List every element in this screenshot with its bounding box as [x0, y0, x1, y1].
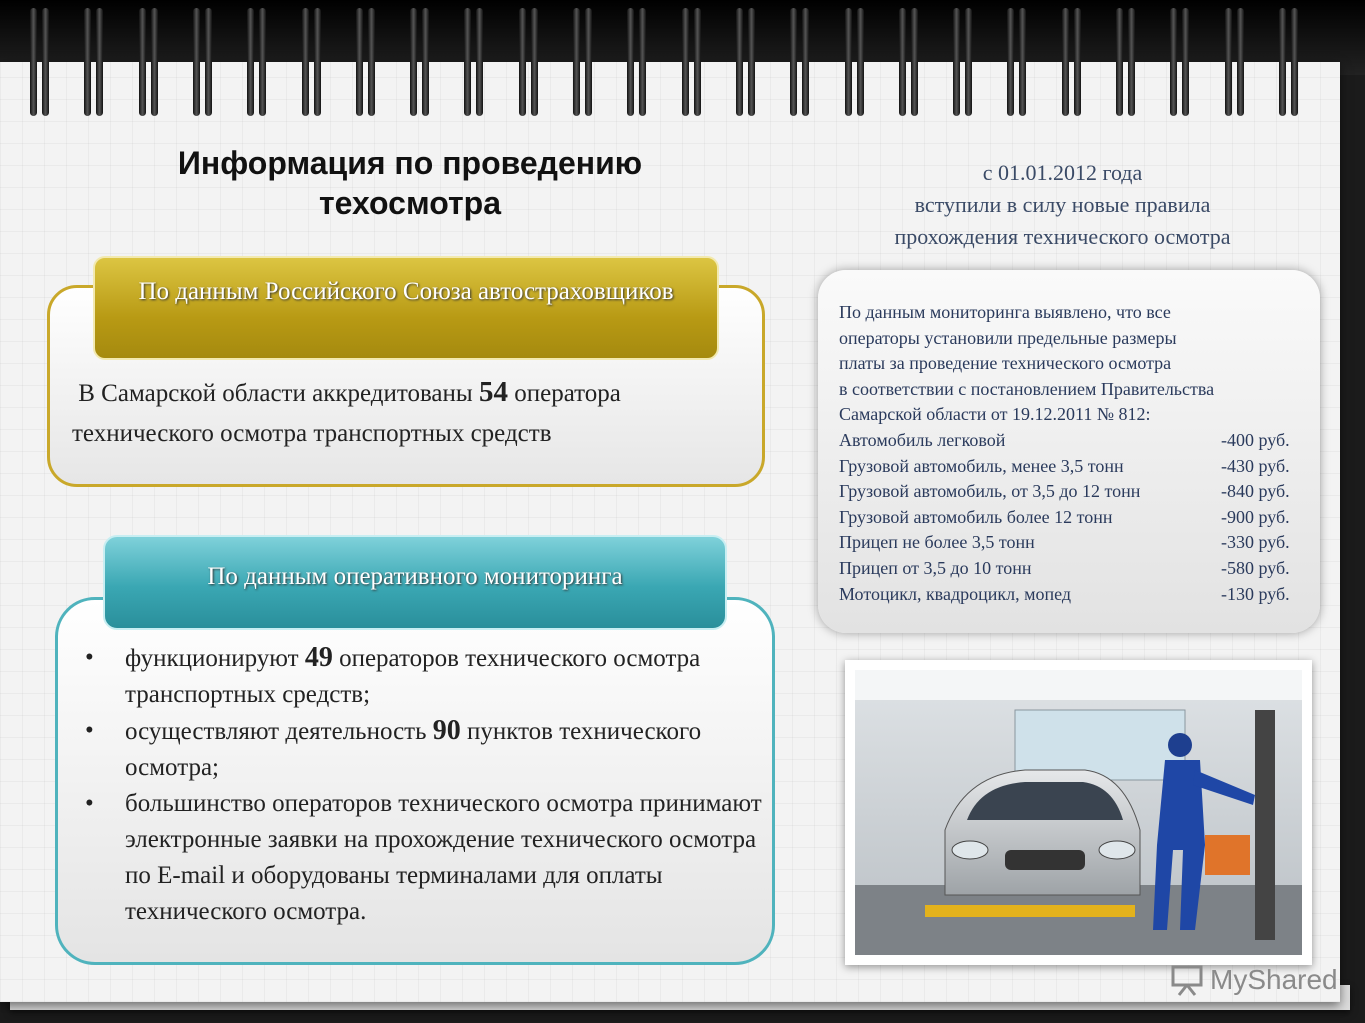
equipment-stand [1255, 710, 1275, 940]
bullet-text: операторов технического осмотра транспортных средств; [125, 645, 701, 708]
prices-intro-line: в соответствии с постановлением Правительства [839, 378, 1215, 399]
car [945, 770, 1140, 895]
bullet-text: пунктов технического осмотра; [125, 718, 702, 781]
ceiling-lights [855, 670, 1302, 700]
spiral-ring [356, 8, 378, 116]
spiral-ring [845, 8, 867, 116]
spiral-ring [899, 8, 921, 116]
price-row [839, 582, 1320, 608]
spiral-ring [410, 8, 432, 116]
spiral-binding [30, 8, 1340, 118]
spiral-ring [1062, 8, 1084, 116]
spiral-ring [953, 8, 975, 116]
list-item [85, 786, 765, 930]
spiral-ring [1007, 8, 1029, 116]
prices-intro-line: Самарской области от 19.12.2011 № 812: [839, 404, 1151, 425]
prices-intro-line: По данным мониторинга выявлено, что все [839, 302, 1171, 322]
vehicle-type: Прицеп от 3,5 до 10 тонн [839, 557, 1032, 578]
spiral-ring [519, 8, 541, 116]
price-row [839, 479, 1320, 505]
bullet-number: 49 [304, 642, 333, 673]
inspection-photo [855, 670, 1302, 955]
diagnostic-device [1205, 835, 1250, 875]
spiral-ring [247, 8, 269, 116]
spiral-ring [1116, 8, 1138, 116]
price-row [839, 556, 1320, 582]
price-value: -130 руб. [1221, 583, 1290, 604]
list-item [85, 713, 765, 786]
vehicle-type: Грузовой автомобиль более 12 тонн [839, 506, 1113, 527]
bullet-text: большинство операторов технического осмотра принимают электронные заявки на прохождение технического осмотра по E-mail и оборудованы терминалами для оплаты технического осмотра. [125, 790, 762, 925]
spiral-ring [193, 8, 215, 116]
intro-line: вступили в силу новые правила [914, 192, 1211, 217]
bullet-text: функционируют [125, 645, 305, 672]
bullet-number: 90 [432, 715, 461, 746]
price-value: -840 руб. [1221, 481, 1290, 502]
prices-intro-line: операторы установили предельные размеры [839, 327, 1177, 348]
accreditation-text-after: оператора технического осмотра транспортных средств [72, 380, 621, 447]
spiral-ring [464, 8, 486, 116]
price-value: -430 руб. [1221, 455, 1290, 476]
vehicle-type: Прицеп не более 3,5 тонн [839, 532, 1035, 553]
intro-text [840, 157, 1285, 253]
spiral-ring [1170, 8, 1192, 116]
accreditation-text-before: В Самарской области аккредитованы [78, 380, 479, 407]
spiral-ring [139, 8, 161, 116]
prices-panel [818, 270, 1320, 633]
monitoring-header: По данным оперативного мониторинга [103, 535, 727, 630]
yellow-rails [925, 905, 1135, 917]
spiral-ring [790, 8, 812, 116]
price-row [839, 505, 1320, 531]
watermark [1170, 960, 1340, 1000]
spiral-ring [627, 8, 649, 116]
operators-count: 54 [478, 376, 508, 408]
vehicle-type: Мотоцикл, квадроцикл, мопед [839, 583, 1072, 604]
spiral-ring [736, 8, 758, 116]
price-value: -580 руб. [1221, 557, 1290, 578]
spiral-ring [682, 8, 704, 116]
prices-intro-line: платы за проведение технического осмотра [839, 353, 1172, 374]
spiral-ring [30, 8, 52, 116]
vehicle-type: Автомобиль легковой [839, 429, 1006, 450]
bullet-text: осуществляют деятельность [125, 718, 433, 745]
intro-line: прохождения технического осмотра [894, 224, 1231, 249]
price-value: -400 руб. [1221, 429, 1290, 450]
vehicle-type: Грузовой автомобиль, от 3,5 до 12 тонн [839, 481, 1141, 502]
vehicle-type: Грузовой автомобиль, менее 3,5 тонн [839, 455, 1124, 476]
price-value: -330 руб. [1221, 532, 1290, 553]
price-value: -900 руб. [1221, 506, 1290, 527]
monitoring-list [85, 640, 765, 930]
watermark-text: MyShared [1210, 964, 1338, 995]
page-title: Информация по проведению техосмотра [177, 145, 643, 221]
intro-line: с 01.01.2012 года [982, 160, 1143, 185]
spiral-ring [302, 8, 324, 116]
price-row [839, 530, 1320, 556]
accreditation-text [72, 372, 752, 454]
price-row [839, 428, 1320, 454]
presentation-icon [1170, 964, 1204, 996]
spiral-ring [573, 8, 595, 116]
rsa-header: По данным Российского Союза автостраховщиков [93, 256, 719, 360]
spiral-ring [84, 8, 106, 116]
spiral-ring [1279, 8, 1301, 116]
spiral-ring [1225, 8, 1247, 116]
list-item [85, 640, 765, 713]
price-row [839, 454, 1320, 480]
